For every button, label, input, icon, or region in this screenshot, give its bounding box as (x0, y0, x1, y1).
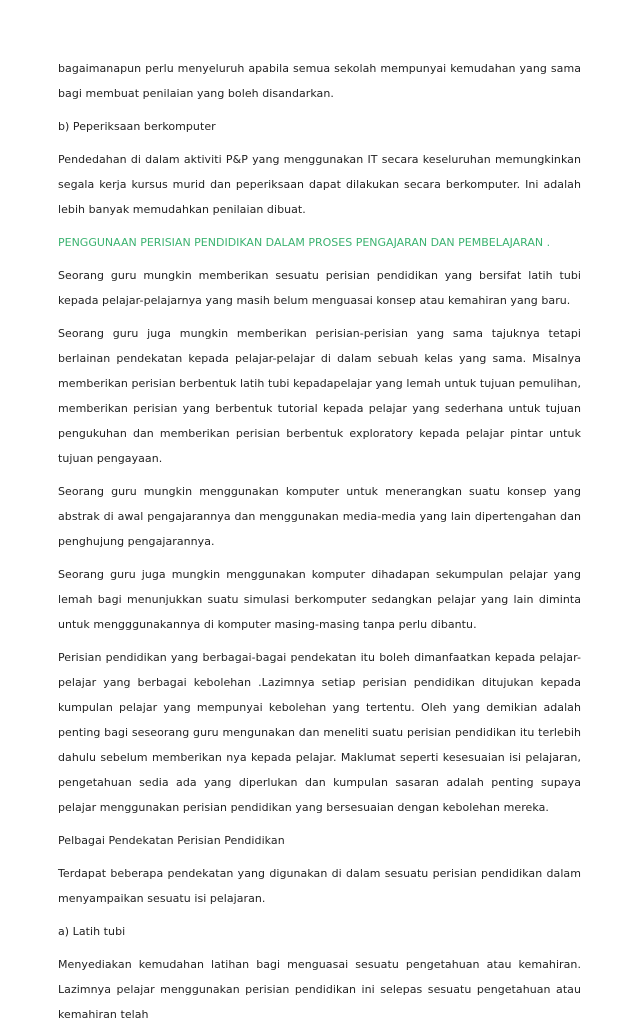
paragraph-abilities: Perisian pendidikan yang berbagai-bagai pendekatan itu boleh dimanfaatkan kepada pelajar-pelajar yang berbagai kebolehan .Lazimnya setiap perisian pendidikan ditujukan kepada kumpulan pelajar yang mempunyai kebolehan yang tertentu. Oleh yang demikian adalah penting bagi seseorang guru mengunakan dan meneliti suatu perisian pendidikan itu terlebih dahulu sebelum memberikan nya kepada pelajar. Maklumat seperti kesesuaian isi pelajaran, pengetahuan sedia ada yang diperlukan dan kumpulan sasaran adalah penting supaya pelajar menggunakan perisian pendidikan yang bersesuaian dengan kebolehan mereka. (58, 651, 581, 814)
subheading-drill: a) Latih tubi (58, 925, 126, 938)
paragraph-approaches-intro: Terdapat beberapa pendekatan yang digunakan di dalam sesuatu perisian pendidikan dalam menyampaikan sesuatu isi pelajaran. (58, 867, 581, 905)
paragraph-different-approaches: Seorang guru juga mungkin memberikan perisian-perisian yang sama tajuknya tetapi berlainan pendekatan kepada pelajar-pelajar di dalam sebuah kelas yang sama. Misalnya memberikan perisian berbentuk latih tubi kepadapelajar yang lemah untuk tujuan pemulihan, memberikan perisian yang berbentuk tutorial kepada pelajar yang sederhana untuk tujuan pengukuhan dan memberikan perisian berbentuk exploratory kepada pelajar pintar untuk tujuan pengayaan. (58, 327, 581, 465)
paragraph-simulation: Seorang guru juga mungkin menggunakan komputer dihadapan sekumpulan pelajar yang lemah bagi menunjukkan suatu simulasi berkomputer sedangkan pelajar yang lain diminta untuk mengggunakannya di komputer masing-masing tanpa perlu dibantu. (58, 568, 581, 631)
paragraph-intro-continuation: bagaimanapun perlu menyeluruh apabila semua sekolah mempunyai kemudahan yang sama bagi membuat penilaian yang boleh disandarkan. (58, 62, 581, 100)
paragraph-exposure: Pendedahan di dalam aktiviti P&P yang menggunakan IT secara keseluruhan memungkinkan segala kerja kursus murid dan peperiksaan dapat dilakukan secara berkomputer. Ini adalah lebih banyak memudahkan penilaian dibuat. (58, 153, 581, 216)
section-heading-educational-software: PENGGUNAAN PERISIAN PENDIDIKAN DALAM PROSES PENGAJARAN DAN PEMBELAJARAN . (58, 236, 551, 249)
subheading-approaches: Pelbagai Pendekatan Perisian Pendidikan (58, 834, 285, 847)
paragraph-drill-practice: Seorang guru mungkin memberikan sesuatu perisian pendidikan yang bersifat latih tubi kepada pelajar-pelajarnya yang masih belum menguasai konsep atau kemahiran yang baru. (58, 269, 581, 307)
paragraph-abstract-concept: Seorang guru mungkin menggunakan komputer untuk menerangkan suatu konsep yang abstrak di awal pengajarannya dan menggunakan media-media yang lain dipertengahan dan penghujung pengajarannya. (58, 485, 581, 548)
paragraph-drill-description: Menyediakan kemudahan latihan bagi menguasai sesuatu pengetahuan atau kemahiran. Lazimnya pelajar menggunakan perisian pendidikan ini selepas sesuatu pengetahuan atau kemahiran telah (58, 958, 581, 1021)
subheading-computer-exam: b) Peperiksaan berkomputer (58, 120, 216, 133)
